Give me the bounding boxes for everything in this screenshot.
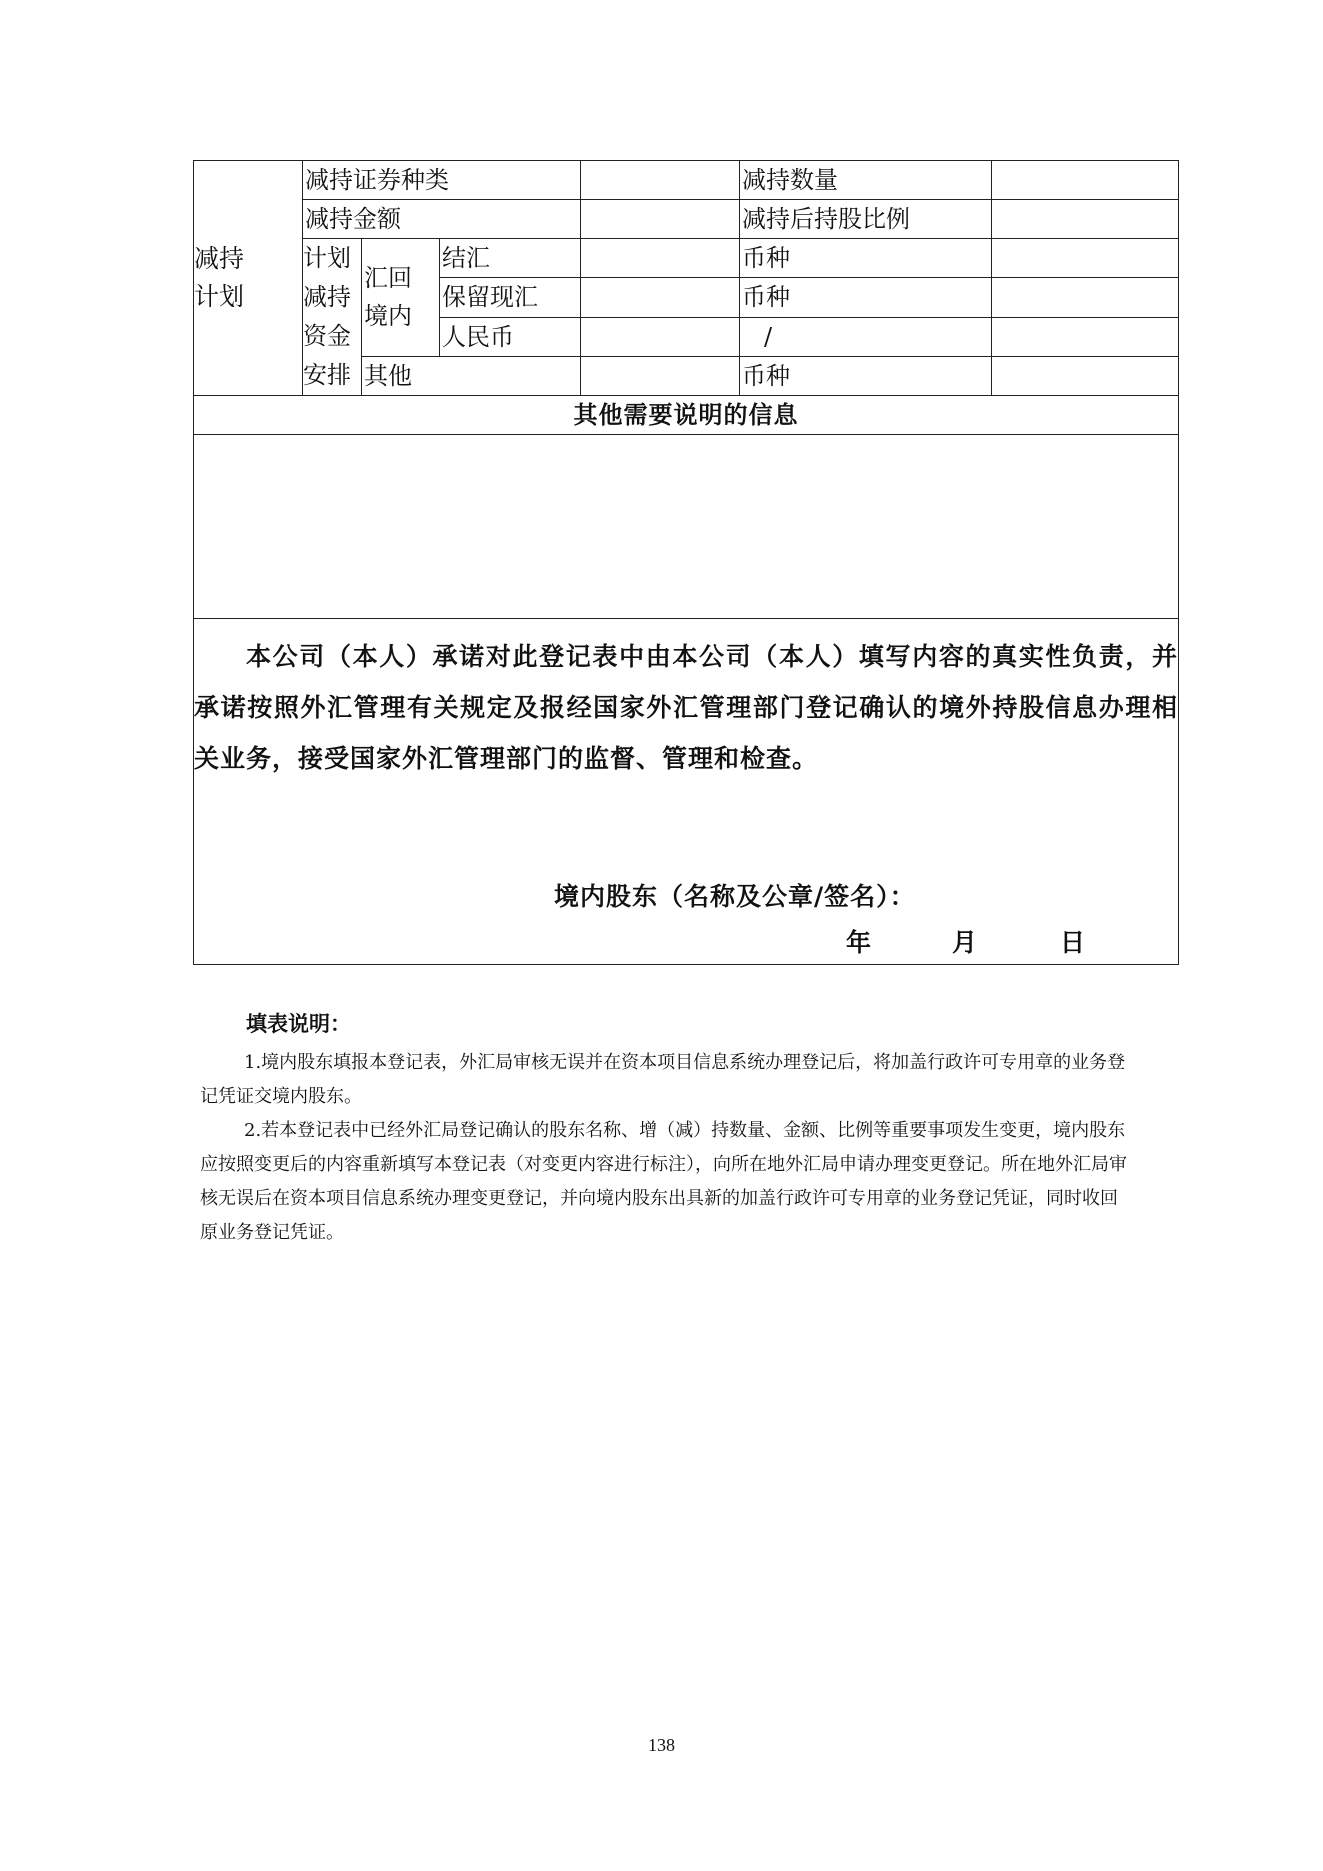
filling-instructions bbox=[200, 1008, 1130, 1250]
currency-field[interactable] bbox=[992, 278, 1179, 317]
reduction-plan-text: 减持计划 bbox=[194, 244, 245, 311]
security-type-label: 减持证券种类 bbox=[303, 161, 581, 200]
remit-row-label: 结汇 bbox=[440, 239, 581, 278]
remit-row-label: 保留现汇 bbox=[440, 278, 581, 317]
date-day: 日 bbox=[1060, 928, 1086, 957]
commitment-text: 本公司（本人）承诺对此登记表中由本公司（本人）填写内容的真实性负责，并承诺按照外汇管理有关规定及报经国家外汇管理部门登记确认的境外持股信息办理相关业务，接受国家外汇管理部门的监督、管理和检查。 bbox=[194, 642, 1179, 773]
reduction-quantity-field[interactable] bbox=[992, 161, 1179, 200]
registration-table bbox=[193, 160, 1179, 965]
instruction-item: 2.若本登记表中已经外汇局登记确认的股东名称、增（减）持数量、金额、比例等重要事项发生变更，境内股东应按照变更后的内容重新填写本登记表（对变更内容进行标注），向所在地外汇局申请办理变更登记。所在地外汇局审核无误后在资本项目信息系统办理变更登记，并向境内股东出具新的加盖行政许可专用章的业务登记凭证，同时收回原业务登记凭证。 bbox=[200, 1120, 1127, 1243]
remit-row-label: 人民币 bbox=[440, 317, 581, 356]
signature-label: 境内股东（名称及公章/签名）： bbox=[554, 882, 916, 911]
instruction-item: 1.境内股东填报本登记表，外汇局审核无误并在资本项目信息系统办理登记后，将加盖行政许可专用章的业务登记凭证交境内股东。 bbox=[200, 1052, 1126, 1107]
currency-label: 币种 bbox=[740, 239, 992, 278]
currency-field[interactable] bbox=[992, 239, 1179, 278]
currency-label: 币种 bbox=[740, 356, 992, 395]
security-type-field[interactable] bbox=[581, 161, 740, 200]
remit-row-amount[interactable] bbox=[581, 239, 740, 278]
fund-arrangement-text: 计划减持资金安排 bbox=[303, 244, 351, 389]
post-reduction-ratio-field[interactable] bbox=[992, 200, 1179, 239]
instructions-title: 填表说明： bbox=[246, 1011, 351, 1036]
page-number: 138 bbox=[648, 1735, 675, 1755]
currency-label: / bbox=[740, 317, 992, 356]
other-info-title: 其他需要说明的信息 bbox=[194, 396, 1179, 435]
other-label: 其他 bbox=[362, 356, 581, 395]
remit-home-text: 汇回境内 bbox=[364, 264, 412, 331]
post-reduction-ratio-label: 减持后持股比例 bbox=[740, 200, 992, 239]
date-month: 月 bbox=[952, 928, 978, 957]
date-year: 年 bbox=[846, 928, 872, 957]
commitment-cell bbox=[194, 619, 1179, 965]
currency-field[interactable] bbox=[992, 356, 1179, 395]
other-amount[interactable] bbox=[581, 356, 740, 395]
remit-row-amount[interactable] bbox=[581, 317, 740, 356]
reduction-amount-field[interactable] bbox=[581, 200, 740, 239]
currency-field[interactable] bbox=[992, 317, 1179, 356]
other-info-field[interactable] bbox=[194, 435, 1179, 619]
reduction-quantity-label: 减持数量 bbox=[740, 161, 992, 200]
remit-home-label bbox=[362, 239, 440, 357]
fund-arrangement-label bbox=[303, 239, 362, 396]
reduction-plan-label bbox=[194, 161, 303, 396]
remit-row-amount[interactable] bbox=[581, 278, 740, 317]
currency-label: 币种 bbox=[740, 278, 992, 317]
reduction-amount-label: 减持金额 bbox=[303, 200, 581, 239]
